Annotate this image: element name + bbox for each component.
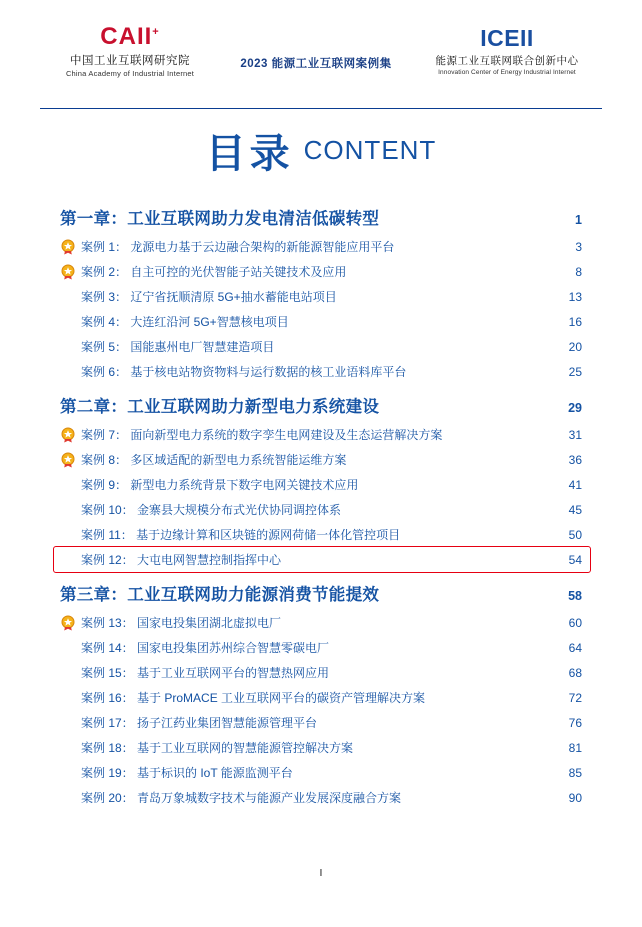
toc-entry-title: 案例 3： 辽宁省抚顺清原 5G+抽水蓄能电站项目 (81, 290, 337, 304)
entry-spacer (60, 552, 76, 568)
page-number: I (319, 867, 323, 879)
entry-spacer (60, 527, 76, 543)
toc-entry-page: 20 (568, 339, 582, 354)
toc-chapter-page: 29 (568, 401, 582, 415)
toc-entry-title: 案例 16： 基于 ProMACE 工业互联网平台的碳资产管理解决方案 (81, 691, 426, 705)
toc-entry[interactable] (60, 635, 582, 660)
table-of-contents (60, 205, 582, 810)
star-award-icon (60, 452, 76, 468)
entry-spacer (60, 364, 76, 380)
toc-entry[interactable] (60, 760, 582, 785)
entry-spacer (60, 339, 76, 355)
toc-entry-title: 案例 6： 基于核电站物资物料与运行数据的核工业语料库平台 (81, 365, 407, 379)
toc-entry[interactable] (60, 284, 582, 309)
header-center-title: 2023 能源工业互联网案例集 (240, 58, 392, 70)
toc-entry-title: 案例 15： 基于工业互联网平台的智慧热网应用 (81, 666, 330, 680)
toc-entry-title: 案例 19： 基于标识的 IoT 能源监测平台 (81, 766, 293, 780)
toc-entry[interactable] (60, 522, 582, 547)
toc-entry-page: 64 (568, 640, 582, 655)
caii-logo-en: China Academy of Industrial Internet (65, 68, 195, 78)
toc-entry[interactable] (60, 660, 582, 685)
toc-entry[interactable] (60, 359, 582, 384)
toc-chapter-page: 58 (568, 589, 582, 603)
toc-entry-page: 8 (575, 264, 582, 279)
iceii-logo-en: Innovation Center of Energy Industrial Internet (438, 68, 576, 76)
toc-entry-title: 案例 11： 基于边缘计算和区块链的源网荷储一体化管控项目 (81, 528, 401, 542)
toc-entry-page: 54 (568, 552, 582, 567)
star-award-icon (60, 239, 76, 255)
toc-entry[interactable] (60, 422, 582, 447)
star-award-icon (60, 264, 76, 280)
toc-entry-page: 3 (575, 239, 582, 254)
caii-logo-cn: 中国工业互联网研究院 (70, 54, 190, 67)
toc-entry[interactable] (60, 710, 582, 735)
toc-entry[interactable] (60, 447, 582, 472)
entry-spacer (60, 765, 76, 781)
toc-entry-page: 76 (568, 715, 582, 730)
entry-spacer (60, 289, 76, 305)
toc-entry-title: 案例 13： 国家电投集团湖北虚拟电厂 (81, 616, 282, 630)
toc-entry-page: 68 (568, 665, 582, 680)
entry-spacer (60, 715, 76, 731)
toc-entry[interactable] (60, 334, 582, 359)
toc-entry-title: 案例 5： 国能惠州电厂智慧建造项目 (81, 340, 275, 354)
toc-entry-title: 案例 20： 青岛万象城数字技术与能源产业发展深度融合方案 (81, 791, 402, 805)
toc-entry[interactable] (60, 735, 582, 760)
star-award-icon (60, 615, 76, 631)
toc-entry[interactable] (60, 309, 582, 334)
toc-entry-title: 案例 8： 多区域适配的新型电力系统智能运维方案 (81, 453, 347, 467)
toc-entry-title: 案例 7： 面向新型电力系统的数字孪生电网建设及生态运营解决方案 (81, 428, 443, 442)
entry-spacer (60, 314, 76, 330)
toc-entry[interactable] (60, 610, 582, 635)
toc-entry-page: 16 (568, 314, 582, 329)
caii-logo-mark (100, 24, 159, 49)
header-divider (40, 108, 602, 109)
page-title-en: CONTENT (303, 135, 437, 165)
toc-entry[interactable] (60, 497, 582, 522)
caii-logo (40, 24, 220, 77)
toc-entry-page: 31 (568, 427, 582, 442)
page-title (0, 122, 642, 179)
toc-chapter[interactable] (60, 205, 582, 229)
toc-entry-page: 60 (568, 615, 582, 630)
caii-logo-mark-text: CAII (100, 23, 153, 51)
toc-entry-page: 25 (568, 364, 582, 379)
toc-chapter-title: 第一章：工业互联网助力发电清洁低碳转型 (60, 210, 380, 228)
entry-spacer (60, 477, 76, 493)
toc-entry-page: 36 (568, 452, 582, 467)
toc-entry-title: 案例 18： 基于工业互联网的智慧能源管控解决方案 (81, 741, 354, 755)
toc-chapter-page: 1 (575, 213, 582, 227)
toc-chapter[interactable] (60, 581, 582, 605)
toc-entry-page: 72 (568, 690, 582, 705)
document-page (0, 22, 642, 927)
toc-entry[interactable] (60, 685, 582, 710)
toc-entry[interactable] (60, 234, 582, 259)
toc-entry-title: 案例 14： 国家电投集团苏州综合智慧零碳电厂 (81, 641, 330, 655)
caii-logo-mark-sup: + (152, 26, 160, 39)
entry-spacer (60, 665, 76, 681)
toc-entry[interactable] (60, 259, 582, 284)
page-header (40, 22, 602, 80)
toc-entry-title: 案例 9： 新型电力系统背景下数字电网关键技术应用 (81, 478, 359, 492)
toc-chapter-title: 第三章：工业互联网助力能源消费节能提效 (60, 586, 380, 604)
toc-entry-page: 13 (568, 289, 582, 304)
toc-entry-title: 案例 1： 龙源电力基于云边融合架构的新能源智能应用平台 (81, 240, 395, 254)
toc-entry-page: 41 (568, 477, 582, 492)
toc-entry-page: 85 (568, 765, 582, 780)
entry-spacer (60, 502, 76, 518)
page-title-cn: 目录 (205, 132, 294, 176)
toc-entry[interactable] (60, 472, 582, 497)
toc-entry-page: 50 (568, 527, 582, 542)
toc-entry-title: 案例 10： 金寨县大规模分布式光伏协同调控体系 (81, 503, 342, 517)
toc-entry-title: 案例 17： 扬子江药业集团智慧能源管理平台 (81, 716, 318, 730)
entry-spacer (60, 640, 76, 656)
toc-chapter[interactable] (60, 393, 582, 417)
star-award-icon (60, 427, 76, 443)
iceii-logo (412, 26, 602, 75)
toc-entry-title: 案例 12： 大屯电网智慧控制指挥中心 (81, 553, 282, 567)
toc-entry-title: 案例 4： 大连红沿河 5G+智慧核电项目 (81, 315, 289, 329)
iceii-logo-cn: 能源工业互联网联合创新中心 (435, 54, 579, 67)
toc-entry[interactable] (60, 785, 582, 810)
toc-chapter-title: 第二章：工业互联网助力新型电力系统建设 (60, 398, 380, 416)
entry-spacer (60, 790, 76, 806)
toc-entry-highlighted[interactable] (54, 547, 590, 572)
toc-entry-title: 案例 2： 自主可控的光伏智能子站关键技术及应用 (81, 265, 347, 279)
entry-spacer (60, 740, 76, 756)
iceii-logo-mark: ICEII (480, 25, 534, 52)
toc-entry-page: 90 (568, 790, 582, 805)
toc-entry-page: 81 (568, 740, 582, 755)
toc-entry-page: 45 (568, 502, 582, 517)
entry-spacer (60, 690, 76, 706)
